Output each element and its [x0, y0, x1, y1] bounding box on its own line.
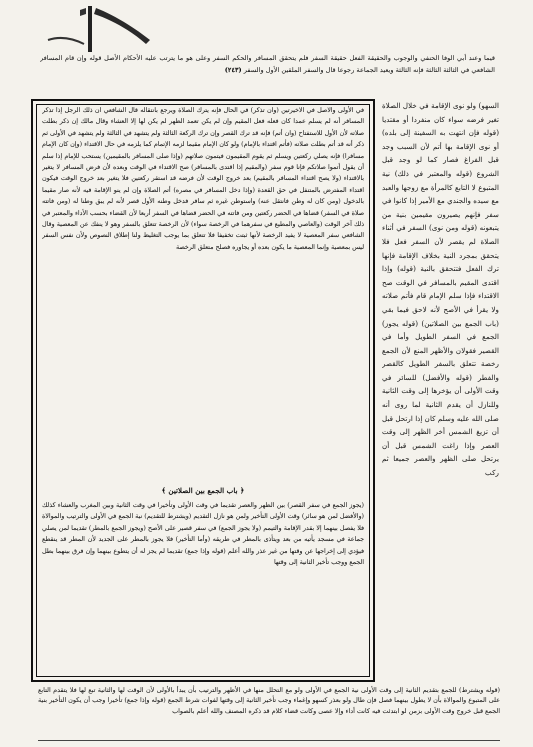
- chapter-heading: ﴿ باب الجمع بين الصلاتين ﴾: [161, 486, 245, 495]
- page-header: [40, 52, 495, 92]
- page-number: (٢٤٣): [224, 66, 242, 74]
- footnote-text: (قوله ويشترط) للجمع بتقديم الثانية إلى وقت الأولى نية الجمع في الأولى ولو مع التحلل منها في الأظهر والترتيب بأن يبدأ بالأولى لأن الوقت لها والثانية تبع لها فلا يتقدم التابع على المتبوع والموالاة بأن لا يطول بينهما فصل فإن طال ولو بعذر كسهو وإغماء وجب تأخير الثانية إلى وقتها لفوات شرط الجمع (قوله وإذا جمع) تأخيرا وجب أن يكون التأخير بنية الجمع قبل خروج وقت الأولى بزمن لو ابتدئت فيه كانت أداء وإلا عصى وكانت قضاء كلام قد ذكره المصنف والله أعلم بالصواب: [38, 686, 500, 715]
- bottom-rule: [38, 740, 500, 741]
- chapter-body-text: (يجوز الجمع في سفر القصر) بين الظهر والعصر تقديما في وقت الأولى وتأخيرا في وقت الثانية وبين المغرب والعشاء كذلك (والأفضل لمن هو سائر) وقت الأولى التأخير ولمن هو نازل التقديم (ويشترط للتقديم) نية الجمع في الأولى والترتيب والموالاة فلا يفصل بينهما إلا بقدر الإقامة والتيمم (ولا يجوز الجمع) في سفر قصير على الأصح (ويجوز الجمع بالمطر) تقديما لمن يصلي جماعة في مسجد يأتيه من بعد ويتأذى بالمطر في طريقه (وأما التأخير) فلا يجوز بالمطر على الجديد لأن المطر قد ينقطع فيؤدي إلى إخراجها عن وقتها من غير عذر والله أعلم (قوله وإذا جمع) تقديما لم يجز له أن يتطوع بينهما وإن فرق بينهما بطل الجمع ووجب تأخير الثانية إلى وقتها: [42, 502, 364, 567]
- header-text: قيما وعند أبي الوفا الحنفي والوجوب والحقيقة الفعل حقيقة السفر فلم يتحقق المسافر والحكم السفر وعلى هو ما يترتب عليه الأحكام الأصل قوله وإن قام المسافر الشافعي في الثالثة الثالثة فإنه الثالثة ويعيد الجماعة رجوعا قال والسفر الملقين الأول والسفر: [40, 54, 495, 74]
- main-body-text: في الأولى والاصل في الاخيرتين (وان تذكر) في الحال فإنه يترك الصلاة ويرجع بانتقاله قال الشافعي ان ذلك الرجل إذا تذكر المسافر أنه لم يسلم عمدا كان فعله فعل المقيم وإن لم يكن تعمد الظهر لم يكن لها إلا العشاء وقال مالك إن ذكر بطلت صلاته لأن الأول للاستفتاح (وان أتم) فإنه قد ترك القصر وإن ترك الركعة الثالثة ولم يتشهد في الثالثة ولم يتشهد في الأولى ثم ذكر أنه قد أتم بطلت صلاته (فأتم اقتداء بالإمام) ولو كان الإمام مقيما لزمه الإتمام كما يلزمه في حال الاقتداء (وإن كان الإمام مسافرا) فإنه يصلي ركعتين ويسلم ثم يقوم المقيمون فيتمون صلاتهم (وإذا صلى المسافر بالمقيمين) يستحب للإمام إذا سلم أن يقول أتموا صلاتكم فإنا قوم سفر (والمقيم إذا اقتدى بالمسافر) صح الاقتداء في الوقت وبعده لأن فرض المسافر لا يتغير بالاقتداء (ولا يصح اقتداء المسافر بالمقيم) بعد خروج الوقت لأن فرضه قد استقر ركعتين فلا يتغير بعد خروج الوقت فيكون اقتداء المفترض بالمتنفل في حق القعدة (وإذا دخل المسافر في مصره) أتم الصلاة وإن لم ينو الإقامة فيه لأنه صار مقيما بالدخول (ومن كان له وطن فانتقل عنه) واستوطن غيره ثم سافر فدخل وطنه الأول قصر لأنه لم يبق وطنا له (ومن فاتته صلاة في السفر) قضاها في الحضر ركعتين ومن فاتته في الحضر قضاها في السفر أربعا لأن القضاء بحسب الأداء والمعتبر في ذلك آخر الوقت (والعاصي والمطيع في سفرهما في الرخصة سواء) لأن الرخصة تتعلق بالسفر وهو لا ينفك عن المعصية وقال الشافعي سفر المعصية لا يفيد الرخصة لأنها ثبتت تخفيفا فلا تتعلق بما يوجب التغليظ ولنا إطلاق النصوص ولأن نفس السفر ليس بمعصية وإنما المعصية ما يكون بعده أو يجاوره فصلح متعلق الرخصة: [42, 107, 364, 251]
- commentary-column: السهو) ولو نوى الإقامة في خلال الصلاة تغير فرضه سواء كان منفردا أو مقتديا (قوله فإن انتهت به السفينة إلى بلده) أو نوى الإقامة بها أتم لأن السبب وجد قبل الفراغ فصار كما لو وجد قبل الشروع (قوله والمعتبر في ذلك) نية المتبوع لا التابع كالمرأة مع زوجها والعبد مع سيده والجندي مع الأمير إذا كانوا في سفر فإنهم يصيرون مقيمين بنية من يتبعونه (قوله ومن نوى) السفر في أثناء الصلاة لم يقصر لأن السفر فعل فلا يتحقق بمجرد النية بخلاف الإقامة فإنها ترك الفعل فتتحقق بالنية (قوله) وإذا اقتدى المقيم بالمسافر في الوقت صح الاقتداء فإذا سلم الإمام قام فأتم صلاته ولا يقرأ في الأصح لأنه لاحق فيما بقي (باب الجمع بين الصلاتين) (قوله يجوز) الجمع في السفر الطويل وأما في القصير فقولان والأظهر المنع لأن الجمع رخصة تتعلق بالسفر الطويل كالقصر والفطر (قوله والأفضل) للسائر في وقت الأولى أن يؤخرها إلى وقت الثانية وللنازل أن يقدم الثانية لما روى أنه صلى الله عليه وسلم كان إذا ارتحل قبل أن تزيغ الشمس أخر الظهر إلى وقت العصر وإذا زاغت الشمس قبل أن يرتحل صلى الظهر والعصر جميعا ثم ركب: [382, 101, 499, 478]
- ink-mark-graphic: [40, 0, 160, 58]
